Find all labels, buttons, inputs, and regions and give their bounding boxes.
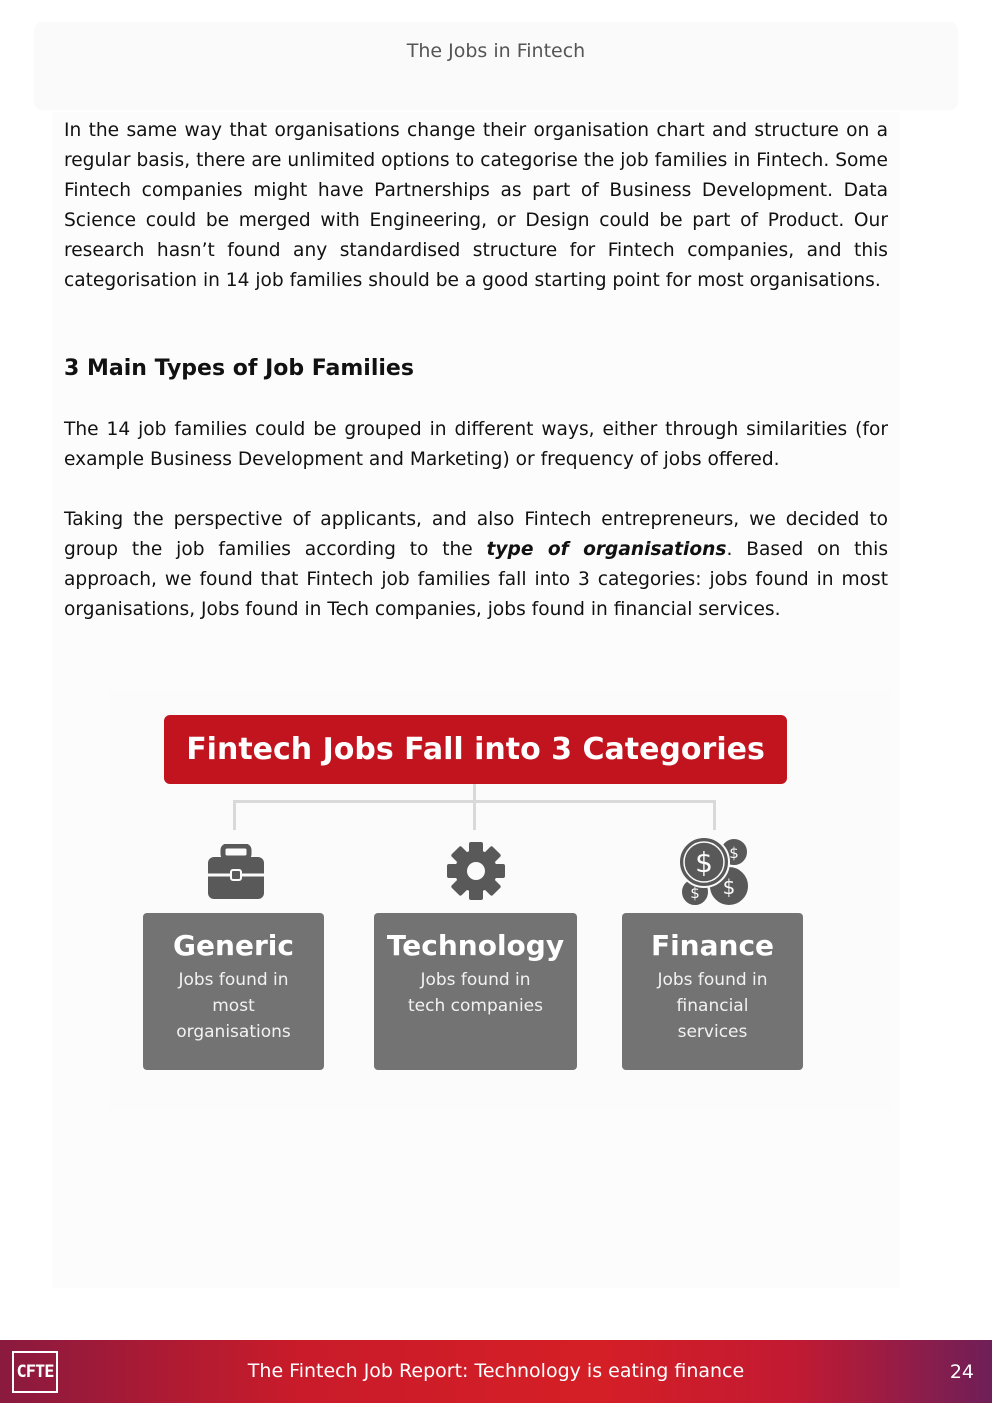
page-number: 24: [949, 1361, 974, 1383]
category-description: Jobs found in tech companies: [408, 970, 543, 1016]
svg-text:$: $: [690, 884, 700, 902]
section-heading: 3 Main Types of Job Families: [64, 356, 414, 381]
category-description: Jobs found in financial services: [657, 970, 768, 1042]
gear-icon: [445, 840, 507, 902]
connector-stem: [473, 784, 476, 830]
svg-text:$: $: [729, 844, 739, 862]
category-card-finance: [622, 913, 803, 1070]
approach-text-after: . Based on this approach, we found that Fintech job families fall into 3 categories: jobs found in most organisations, Jobs found in Tech companies, jobs found in financial services.: [64, 539, 889, 620]
grouping-paragraph: The 14 job families could be grouped in different ways, either through similarities (for example Business Development and Marketing) or frequency of jobs offered.: [64, 419, 888, 470]
infographic-title: Fintech Jobs Fall into 3 Categories: [164, 715, 787, 784]
category-title: Finance: [650, 929, 775, 962]
briefcase-icon: [205, 844, 267, 902]
page-footer: [0, 1340, 992, 1403]
category-card-technology: [374, 913, 577, 1070]
category-title: Technology: [386, 929, 565, 962]
connector-left: [233, 800, 236, 830]
svg-text:$: $: [722, 875, 736, 899]
page-header: [34, 22, 958, 110]
category-card-generic: [143, 913, 324, 1070]
category-description: Jobs found in most organisations: [176, 970, 291, 1042]
approach-emphasis: type of organisations: [486, 539, 727, 560]
approach-paragraph: [64, 505, 888, 625]
connector-right: [713, 800, 716, 830]
footer-report-title: The Fintech Job Report: Technology is eating finance: [247, 1360, 745, 1382]
svg-text:$: $: [695, 846, 713, 879]
intro-paragraph: In the same way that organisations change their organisation chart and structure on a regular basis, there are unlimited options to categorise the job families in Fintech. Some Fintech companies might have Partnerships as part of Business Development. Data Science could be merged with Engineering, or Design could be part of Product. Our research hasn’t found any standardised structure for Fintech companies, and this categorisation in 14 job families should be a good starting point for most organisations.: [64, 120, 888, 291]
cfte-logo: CFTE: [12, 1351, 58, 1393]
coins-icon: [676, 836, 752, 908]
connector-bar: [233, 800, 716, 803]
category-title: Generic: [173, 929, 294, 962]
header-title: The Jobs in Fintech: [406, 40, 586, 62]
approach-text-before: Taking the perspective of applicants, and also Fintech entrepreneurs, we decided to group the job families according to the: [64, 509, 888, 560]
